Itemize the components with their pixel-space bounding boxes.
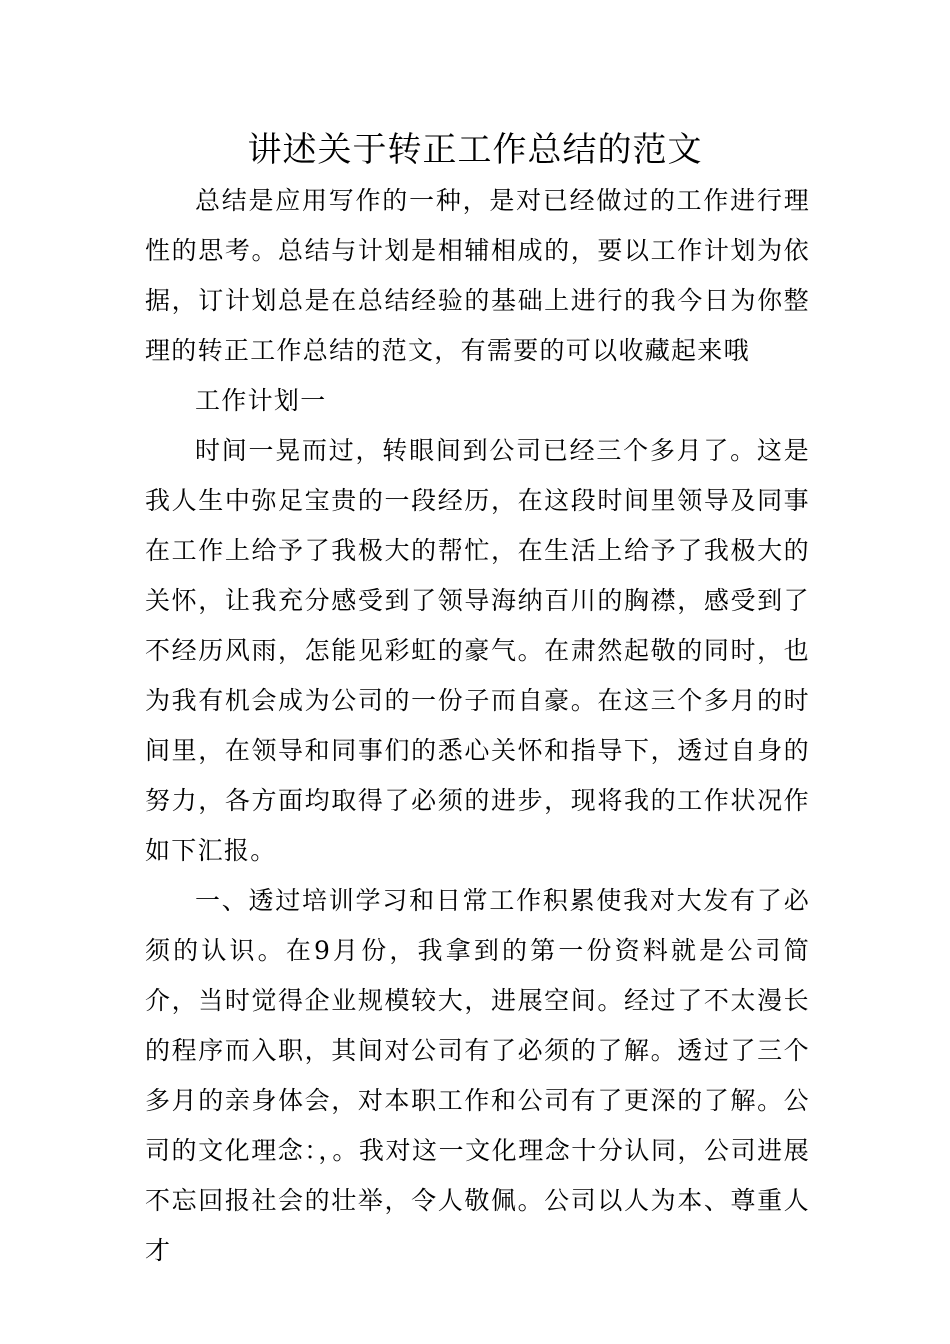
paragraph-point-one: 一、透过培训学习和日常工作积累使我对大发有了必须的认识。在9月份，我拿到的第一份资料就是公司简介，当时觉得企业规模较大，进展空间。经过了不太漫长的程序而入职，其间对公司有了必须的了解。透过了三个多月的亲身体会，对本职工作和公司有了更深的了解。公司的文化理念：，。我对这一文化理念十分认同，公司进展不忘回报社会的壮举，令人敬佩。公司以人为本、尊重人才 [145, 886, 810, 1265]
document-body [145, 176, 810, 1276]
paragraph-intro: 总结是应用写作的一种，是对已经做过的工作进行理性的思考。总结与计划是相辅相成的，要以工作计划为依据，订计划总是在总结经验的基础上进行的我今日为你整理的转正工作总结的范文，有需要的可以收藏起来哦 [145, 186, 810, 365]
section-heading: 工作计划一 [195, 386, 327, 415]
paragraph-body: 时间一晃而过，转眼间到公司已经三个多月了。这是我人生中弥足宝贵的一段经历，在这段时间里领导及同事在工作上给予了我极大的帮忙，在生活上给予了我极大的关怀，让我充分感受到了领导海纳百川的胸襟，感受到了不经历风雨，怎能见彩虹的豪气。在肃然起敬的同时，也为我有机会成为公司的一份子而自豪。在这三个多月的时间里，在领导和同事们的悉心关怀和指导下，透过自身的努力，各方面均取得了必须的进步，现将我的工作状况作如下汇报。 [145, 436, 810, 865]
document-title: 讲述关于转正工作总结的范文 [247, 130, 703, 170]
